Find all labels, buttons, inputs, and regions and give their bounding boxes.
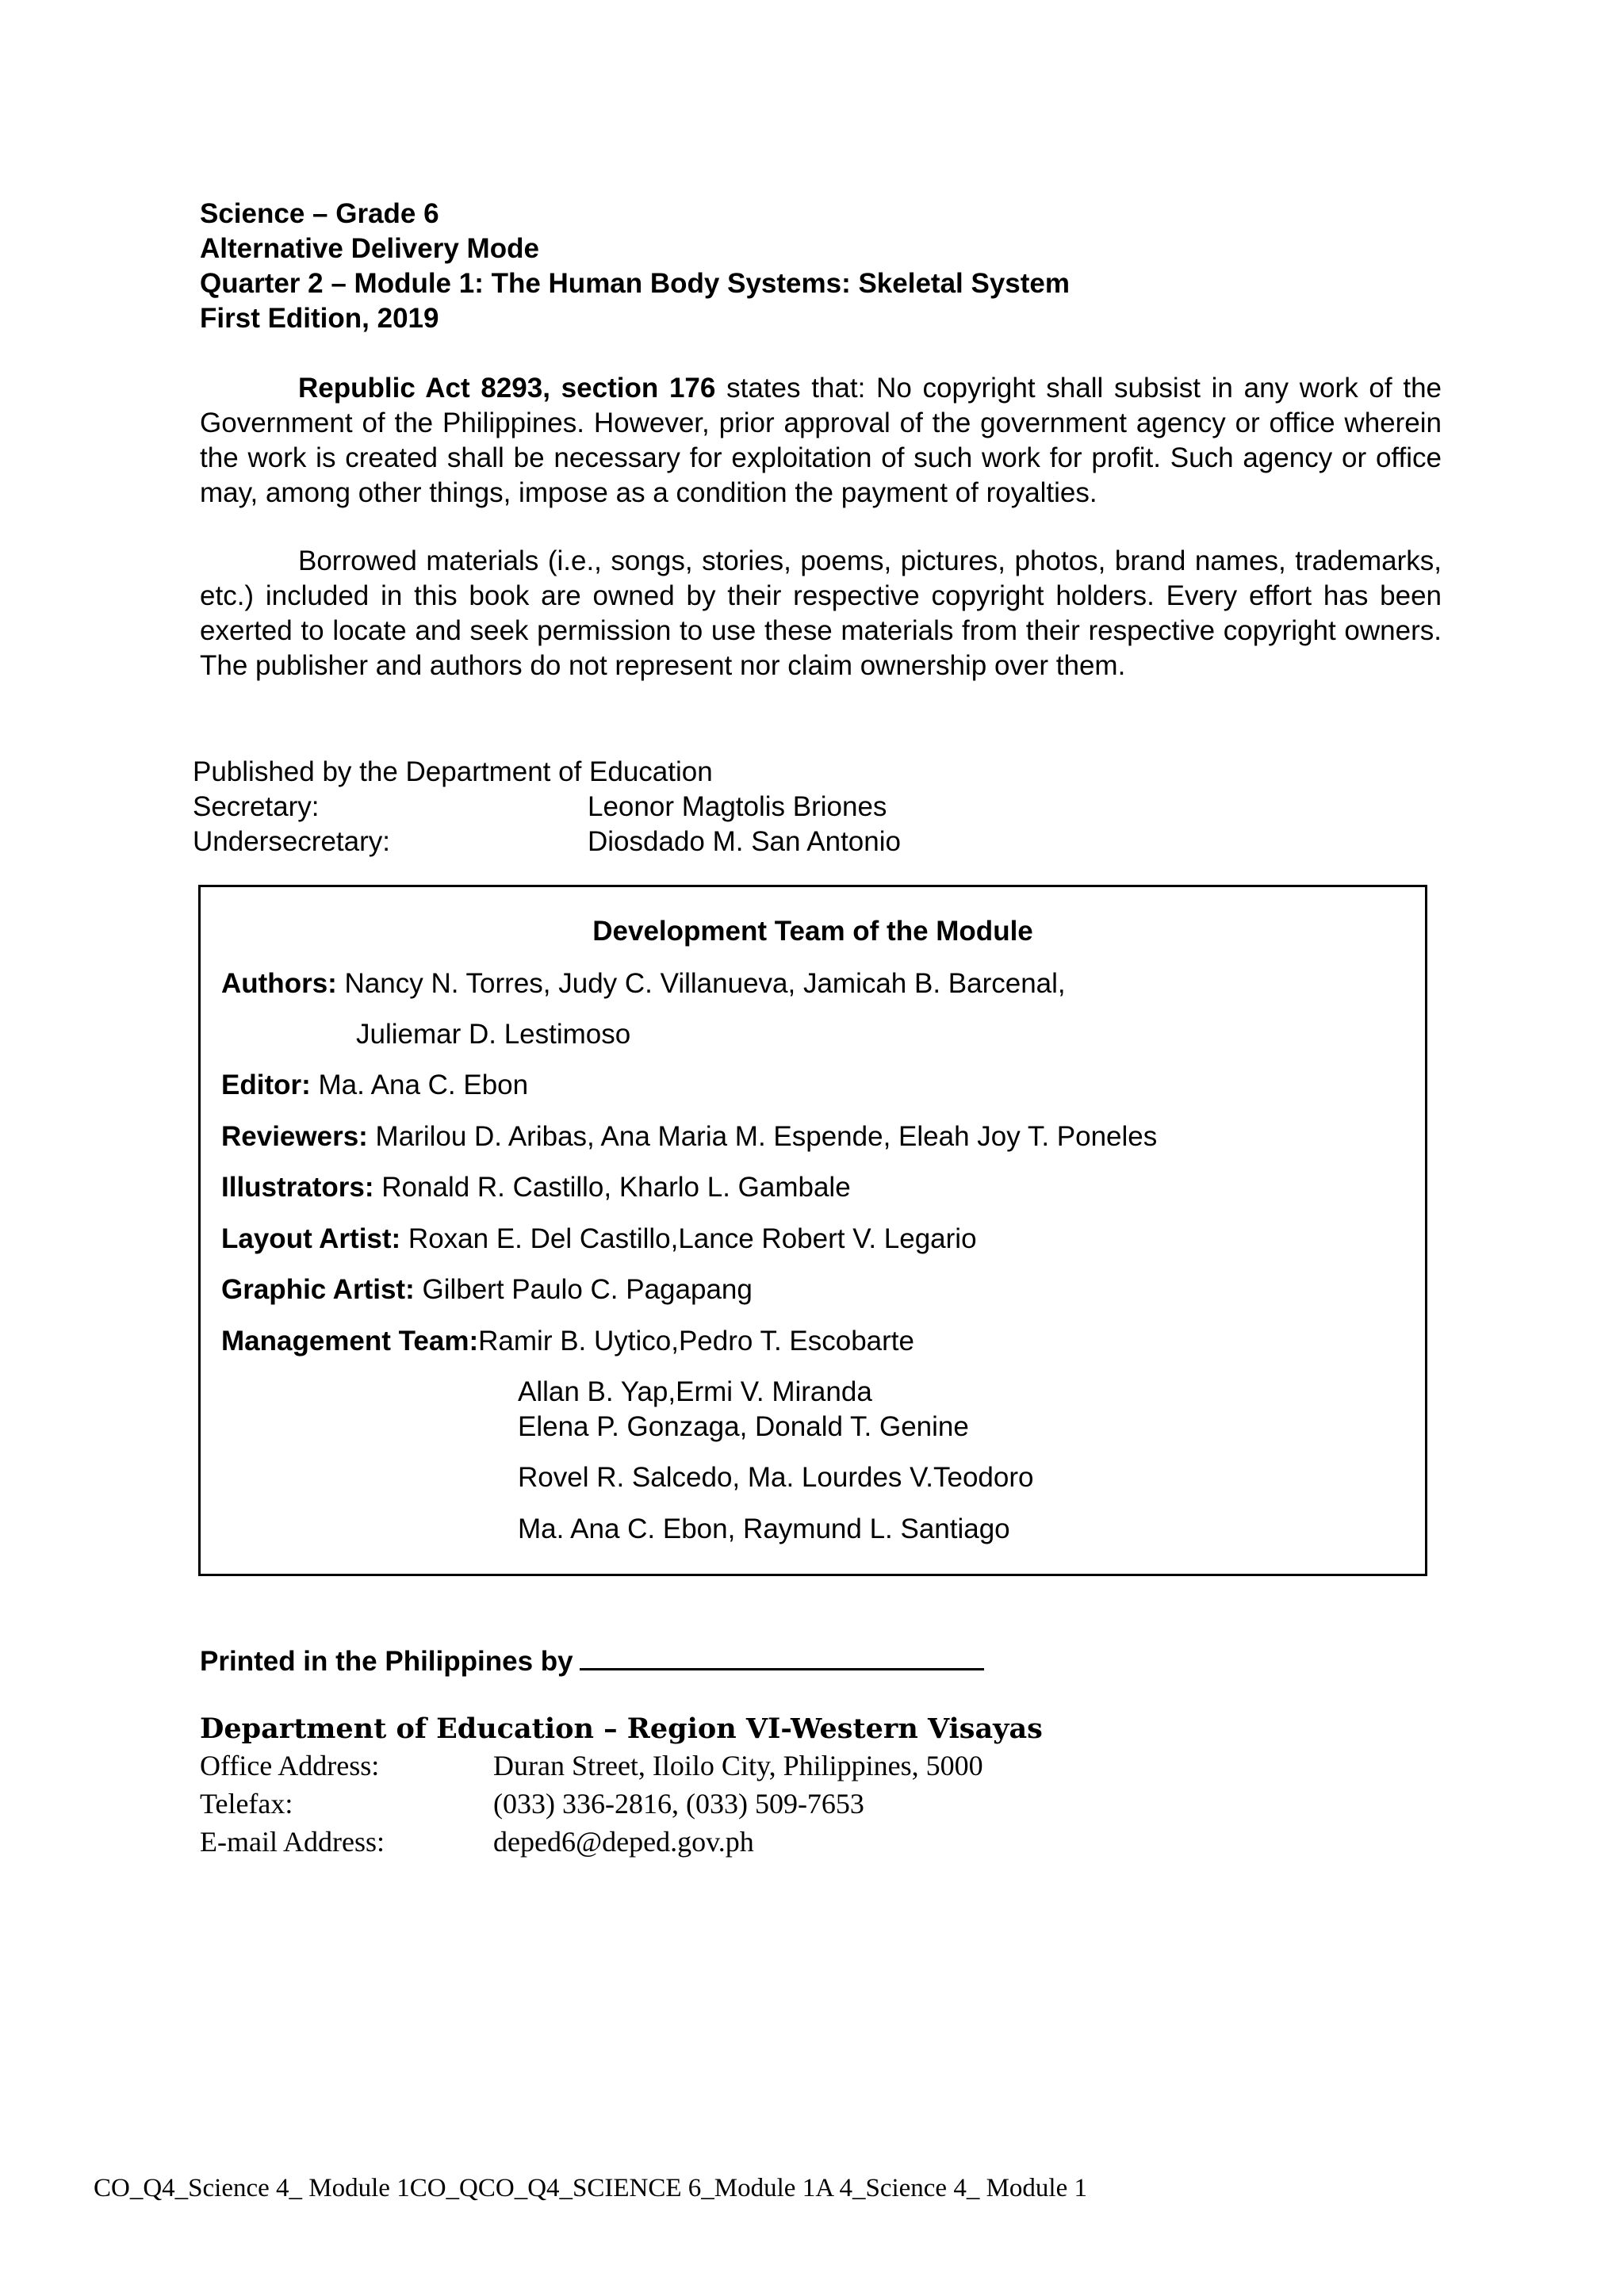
printed-by xyxy=(200,1644,984,1678)
illustrators-line xyxy=(221,1172,851,1203)
header-edition: First Edition, 2019 xyxy=(200,303,439,334)
management-label: Management Team: xyxy=(221,1326,479,1357)
illustrators-label: Illustrators: xyxy=(221,1172,374,1203)
team-title: Development Team of the Module xyxy=(592,916,1033,947)
reviewers-names: Marilou D. Aribas, Ana Maria M. Espende, Eleah Joy T. Poneles xyxy=(367,1121,1158,1152)
borrowed-paragraph xyxy=(200,544,1442,683)
telefax-value: (033) 336-2816, (033) 509-7653 xyxy=(493,1788,864,1820)
secretary-name: Leonor Magtolis Briones xyxy=(588,791,887,822)
undersecretary-label: Undersecretary: xyxy=(193,826,390,857)
copyright-law: Republic Act 8293, section 176 xyxy=(298,373,716,404)
email-value: deped6@deped.gov.ph xyxy=(493,1826,754,1858)
graphic-artist-name: Gilbert Paulo C. Pagapang xyxy=(414,1274,753,1305)
office-label: Office Address: xyxy=(200,1750,380,1781)
management-line xyxy=(221,1326,914,1357)
layout-artist-label: Layout Artist: xyxy=(221,1223,401,1254)
secretary-label: Secretary: xyxy=(193,791,320,822)
header-mode: Alternative Delivery Mode xyxy=(200,233,539,264)
copyright-text: states that: No copyright shall subsist in any work of the Government of the Philippines. However, prior approval of the government agency or office wherein the work is created shall be necessary for exploitation of such work for profit. Such agency or office may, among other things, impose as a condition the payment of royalties. xyxy=(200,373,1442,508)
document-header xyxy=(200,197,1469,336)
editor-name: Ma. Ana C. Ebon xyxy=(310,1070,529,1100)
authors-line xyxy=(221,968,1066,1000)
editor-line xyxy=(221,1070,528,1101)
office-address: Duran Street, Iloilo City, Philippines, 5000 xyxy=(493,1750,983,1781)
management-line-3: Elena P. Gonzaga, Donald T. Genine xyxy=(518,1411,969,1442)
region-title: Department of Education – Region VI-Western Visayas xyxy=(200,1712,1043,1745)
management-line-2: Allan B. Yap,Ermi V. Miranda xyxy=(518,1376,872,1407)
authors-names: Nancy N. Torres, Judy C. Villanueva, Jamicah B. Barcenal, xyxy=(336,968,1066,999)
reviewers-label: Reviewers: xyxy=(221,1121,368,1152)
header-module: Quarter 2 – Module 1: The Human Body Systems: Skeletal System xyxy=(200,268,1071,299)
layout-artist-line xyxy=(221,1223,977,1255)
printed-label: Printed in the Philippines by xyxy=(200,1646,573,1677)
reviewers-line xyxy=(221,1121,1157,1153)
graphic-artist-line xyxy=(221,1274,753,1306)
management-line-4: Rovel R. Salcedo, Ma. Lourdes V.Teodoro xyxy=(518,1462,1034,1493)
management-names: Ramir B. Uytico,Pedro T. Escobarte xyxy=(478,1326,914,1357)
authors-label: Authors: xyxy=(221,968,337,999)
management-line-5: Ma. Ana C. Ebon, Raymund L. Santiago xyxy=(518,1513,1010,1544)
layout-artist-names: Roxan E. Del Castillo,Lance Robert V. Legario xyxy=(400,1223,977,1254)
publisher-line: Published by the Department of Education xyxy=(193,756,713,787)
graphic-artist-label: Graphic Artist: xyxy=(221,1274,415,1305)
email-label: E-mail Address: xyxy=(200,1826,385,1858)
editor-label: Editor: xyxy=(221,1070,311,1100)
illustrators-names: Ronald R. Castillo, Kharlo L. Gambale xyxy=(373,1172,851,1203)
copyright-paragraph xyxy=(200,371,1442,511)
printer-blank xyxy=(580,1644,984,1670)
authors-cont: Juliemar D. Lestimoso xyxy=(356,1019,631,1050)
undersecretary-name: Diosdado M. San Antonio xyxy=(588,826,901,857)
header-subject: Science – Grade 6 xyxy=(200,198,439,229)
page-footer: CO_Q4_Science 4_ Module 1CO_QCO_Q4_SCIENCE 6_Module 1A 4_Science 4_ Module 1 xyxy=(94,2174,1087,2202)
borrowed-text: Borrowed materials (i.e., songs, stories, poems, pictures, photos, brand names, trademarks, etc.) included in this book are owned by their respective copyright holders. Every effort has been exerted to locate and seek permission to use these materials from their respective copyright owners. The publisher and authors do not represent nor claim ownership over them. xyxy=(200,545,1442,681)
telefax-label: Telefax: xyxy=(200,1788,293,1820)
development-team-box xyxy=(198,885,1427,1576)
